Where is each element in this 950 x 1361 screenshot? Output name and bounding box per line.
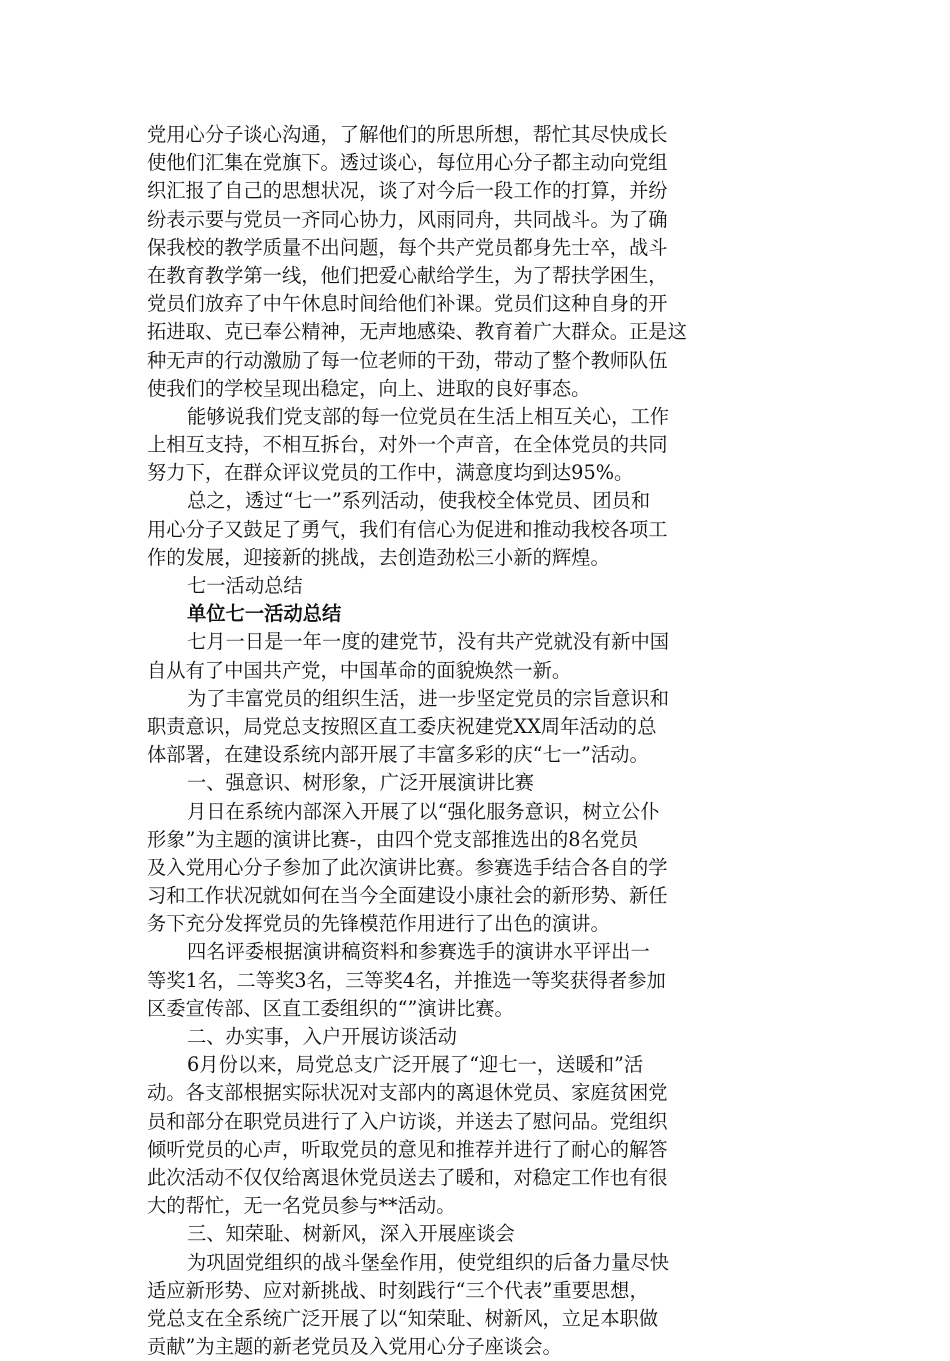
text-line: 作的发展，迎接新的挑战，去创造劲松三小新的辉煌。	[147, 545, 610, 569]
section-heading: 单位七一活动总结	[187, 602, 342, 626]
text-line: 七月一日是一年一度的建党节，没有共产党就没有新中国	[187, 630, 670, 654]
text-line: 种无声的行动激励了每一位老师的干劲，带动了整个教师队伍	[147, 348, 668, 372]
text-line: 使我们的学校呈现出稳定，向上、进取的良好事态。	[147, 376, 591, 400]
text-line: 拓进取、克已奉公精神，无声地感染、教育着广大群众。正是这	[147, 320, 687, 344]
text-line: 用心分子又鼓足了勇气，我们有信心为促进和推动我校各项工	[147, 517, 668, 541]
text-line: 党用心分子谈心沟通，了解他们的所思所想，帮忙其尽快成长	[147, 123, 668, 146]
text-line: 为巩固党组织的战斗堡垒作用，使党组织的后备力量尽快	[187, 1250, 670, 1274]
text-line: 大的帮忙，无一名党员参与**活动。	[147, 1194, 456, 1218]
text-line: 职责意识，局党总支按照区直工委庆祝建党XX周年活动的总	[147, 714, 657, 738]
text-line: 6月份以来，局党总支广泛开展了“迎七一，送暖和”活	[187, 1053, 644, 1077]
text-line: 努力下，在群众评议党员的工作中，满意度均到达95%。	[147, 461, 634, 485]
text-line: 党总支在全系统广泛开展了以“知荣耻、树新风，立足本职做	[147, 1306, 659, 1330]
text-line: 等奖1名，二等奖3名，三等奖4名，并推选一等奖获得者参加	[147, 968, 666, 992]
text-line: 动。各支部根据实际状况对支部内的离退休党员、家庭贫困党	[147, 1081, 668, 1105]
text-line: 在教育教学第一线，他们把爱心献给学生，为了帮扶学困生，	[147, 263, 668, 287]
text-line: 适应新形势、应对新挑战、时刻践行“三个代表”重要思想，	[147, 1278, 649, 1302]
text-line: 保我校的教学质量不出问题，每个共产党员都身先士卒，战斗	[147, 235, 668, 259]
text-line: 形象”为主题的演讲比赛-，由四个党支部推选出的8名党员	[147, 827, 639, 851]
text-line: 此次活动不仅仅给离退休党员送去了暖和，对稳定工作也有很	[147, 1165, 668, 1189]
text-line: 自从有了中国共产党，中国革命的面貌焕然一新。	[147, 658, 572, 682]
text-line: 上相互支持，不相互拆台，对外一个声音，在全体党员的共同	[147, 433, 668, 457]
text-line: 倾听党员的心声，听取党员的意见和推荐并进行了耐心的解答	[147, 1137, 668, 1161]
text-line: 区委宣传部、区直工委组织的“”演讲比赛。	[147, 996, 514, 1020]
text-line: 一、强意识、树形象，广泛开展演讲比赛	[187, 771, 535, 795]
text-line: 纷表示要与党员一齐同心协力，风雨同舟，共同战斗。为了确	[147, 207, 668, 231]
text-line: 七一活动总结	[187, 574, 303, 597]
text-line: 使他们汇集在党旗下。透过谈心，每位用心分子都主动向党组	[147, 151, 668, 175]
text-line: 体部署，在建设系统内部开展了丰富多彩的庆“七一”活动。	[147, 743, 649, 767]
text-line: 织汇报了自己的思想状况，谈了对今后一段工作的打算，并纷	[147, 179, 668, 203]
text-line: 党员们放弃了中午休息时间给他们补课。党员们这种自身的开	[147, 292, 668, 316]
text-line: 习和工作状况就如何在当今全面建设小康社会的新形势、新任	[147, 884, 668, 908]
text-line: 务下充分发挥党员的先锋模范作用进行了出色的演讲。	[147, 912, 610, 936]
text-line: 总之，透过“七一”系列活动，使我校全体党员、团员和	[187, 489, 651, 513]
text-line: 四名评委根据演讲稿资料和参赛选手的演讲水平评出一	[187, 940, 650, 964]
text-line: 及入党用心分子参加了此次演讲比赛。参赛选手结合各自的学	[147, 855, 668, 879]
text-line: 为了丰富党员的组织生活，进一步坚定党员的宗旨意识和	[187, 686, 670, 710]
text-line: 员和部分在职党员进行了入户访谈，并送去了慰问品。党组织	[147, 1109, 668, 1133]
text-line: 能够说我们党支部的每一位党员在生活上相互关心，工作	[187, 404, 670, 428]
text-line: 三、知荣耻、树新风，深入开展座谈会	[187, 1222, 515, 1246]
text-line: 月日在系统内部深入开展了以“强化服务意识，树立公仆	[187, 799, 660, 823]
document-page	[147, 121, 797, 1361]
text-line: 贡献”为主题的新老党员及入党用心分子座谈会。	[147, 1335, 562, 1359]
text-line: 二、办实事，入户开展访谈活动	[187, 1025, 457, 1048]
